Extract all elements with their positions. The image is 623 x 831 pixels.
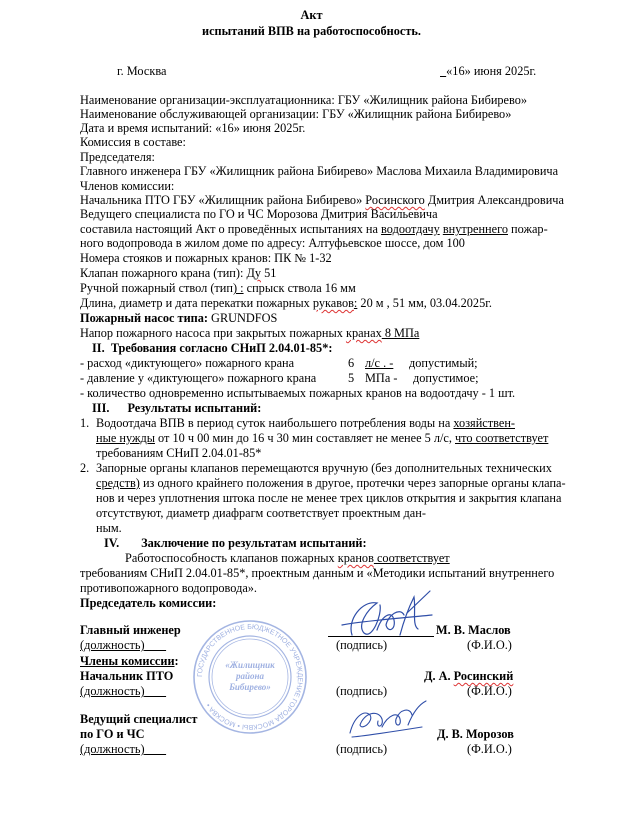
result2-line3: нов и через уплотнения штока после не менее трех циклов открытия и закрытия клапана xyxy=(96,491,562,505)
conclusion-line1: Работоспособность клапанов пожарных кранов соответствует xyxy=(125,551,450,565)
result1-line3: требованиям СНиП 2.04.01-85* xyxy=(96,446,262,460)
requirement-count: - количество одновременно испытываемых пожарных кранов на водоотдачу - 1 шт. xyxy=(80,386,516,400)
chair-label: Председателя: xyxy=(80,150,155,164)
hose-info: Длина, диаметр и дата перекатки пожарных рукавов: 20 м , 51 мм, 03.04.2025г. xyxy=(80,296,492,310)
sig3-role-line1: Ведущий специалист xyxy=(80,712,198,726)
result2-line2: средств) из одного крайнего положения в другое, протечки через запорные органы клапа- xyxy=(96,476,566,490)
sig3-name: Д. В. Морозов xyxy=(437,727,514,741)
chair-signature-label: Председатель комиссии: xyxy=(80,596,217,610)
sig1-signature-line xyxy=(328,636,434,637)
act-line1: составила настоящий Акт о проведённых испытаниях на водоотдачу внутреннего пожар- xyxy=(80,222,548,236)
org-operator: Наименование организации-эксплуатационника: ГБУ «Жилищник района Бибирево» xyxy=(80,93,528,107)
date-top: «16» июня 2025г. xyxy=(446,64,537,78)
sig2-name-caption: (Ф.И.О.) xyxy=(467,684,512,698)
requirement-pressure: - давление у «диктующего» пожарного крана 5 МПа - допустимое; xyxy=(80,371,479,385)
pump-type: Пожарный насос типа: GRUNDFOS xyxy=(80,311,278,325)
sig2-name: Д. А. Росинский xyxy=(424,669,514,683)
signature-morozov xyxy=(342,697,432,743)
nozzle-type: Ручной пожарный ствол (тип) : спрыск ствола 16 мм xyxy=(80,281,356,295)
section3-heading: III. Результаты испытаний: xyxy=(92,401,262,415)
chair-value: Главного инженера ГБУ «Жилищник района Бибирево» Маслова Михаила Владимировича xyxy=(80,164,559,178)
sig3-role-caption: (должность) xyxy=(80,742,145,756)
title-subject: испытаний ВПВ на работоспособность. xyxy=(202,24,421,38)
members-signature-label: Члены комиссии: xyxy=(80,654,179,668)
sig2-sign-caption: (подпись) xyxy=(336,684,388,698)
sig3-role-line2: по ГО и ЧС xyxy=(80,727,145,741)
stamp-ring-text: ГОСУДАРСТВЕННОЕ БЮДЖЕТНОЕ УЧРЕЖДЕНИЕ ГОРОДА МОСКВЫ • МОСКВА • xyxy=(196,623,304,731)
conclusion-line3: противопожарного водопровода». xyxy=(80,581,258,595)
section2-heading: II. Требования согласно СНиП 2.04.01-85*: xyxy=(92,341,333,355)
act-line2: ного водопровода в жилом доме по адресу: Алтуфьевское шоссе, дом 100 xyxy=(80,236,465,250)
result2-number: 2. xyxy=(80,461,90,475)
member2: Ведущего специалиста по ГО и ЧС Морозова Дмитрия Васильевича xyxy=(80,207,438,221)
members-label: Членов комиссии: xyxy=(80,179,175,193)
result2-line5: ным. xyxy=(96,521,122,535)
risers: Номера стояков и пожарных кранов: ПК № 1-32 xyxy=(80,251,332,265)
sig3-name-caption: (Ф.И.О.) xyxy=(467,742,512,756)
sig1-role: Главный инженер xyxy=(80,623,181,637)
result2-line4: отсутствуют, диаметр диафрагм соответствует проектным дан- xyxy=(96,506,426,520)
result2-line1: Запорные органы клапанов перемещаются вручную (без дополнительных технических xyxy=(96,461,552,475)
result1-line1: Водоотдача ВПВ в период суток наибольшего потребления воды на хозяйствен- xyxy=(96,416,515,430)
test-datetime: Дата и время испытаний: «16» июня 2025г. xyxy=(80,121,306,135)
sig2-role-caption: (должность) xyxy=(80,684,145,698)
sig1-name: М. В. Маслов xyxy=(436,623,511,637)
requirement-flow: - расход «диктующего» пожарного крана 6 л/с . - допустимый; xyxy=(80,356,478,370)
sig3-sign-caption: (подпись) xyxy=(336,742,388,756)
result1-number: 1. xyxy=(80,416,90,430)
member1: Начальника ПТО ГБУ «Жилищник района Бибирево» Росинского Дмитрия Александровича xyxy=(80,193,564,207)
sig1-sign-caption: (подпись) xyxy=(336,638,388,652)
city: г. Москва xyxy=(117,64,167,78)
section4-heading: IV. Заключение по результатам испытаний: xyxy=(104,536,367,550)
valve-type: Клапан пожарного крана (тип): Ду 51 xyxy=(80,266,277,280)
result1-line2: ные нужды от 10 ч 00 мин до 16 ч 30 мин составляет не менее 5 л/с, что соответствует xyxy=(96,431,549,445)
conclusion-line2: требованиям СНиП 2.04.01-85*, проектным данным и «Методики испытаний внутреннего xyxy=(80,566,555,580)
commission: Комиссия в составе: xyxy=(80,135,186,149)
title-act: Акт xyxy=(300,8,323,22)
org-service: Наименование обслуживающей организации: ГБУ «Жилищник района Бибирево» xyxy=(80,107,512,121)
sig2-role: Начальник ПТО xyxy=(80,669,174,683)
pump-pressure: Напор пожарного насоса при закрытых пожарных кранах 8 МПа xyxy=(80,326,420,340)
sig1-name-caption: (Ф.И.О.) xyxy=(467,638,512,652)
stamp-text-2: района xyxy=(235,671,265,681)
stamp-text-1: «Жилищник xyxy=(225,660,275,670)
organization-stamp xyxy=(190,618,310,736)
sig1-role-caption: (должность) xyxy=(80,638,145,652)
stamp-text-3: Бибирево» xyxy=(229,682,271,692)
